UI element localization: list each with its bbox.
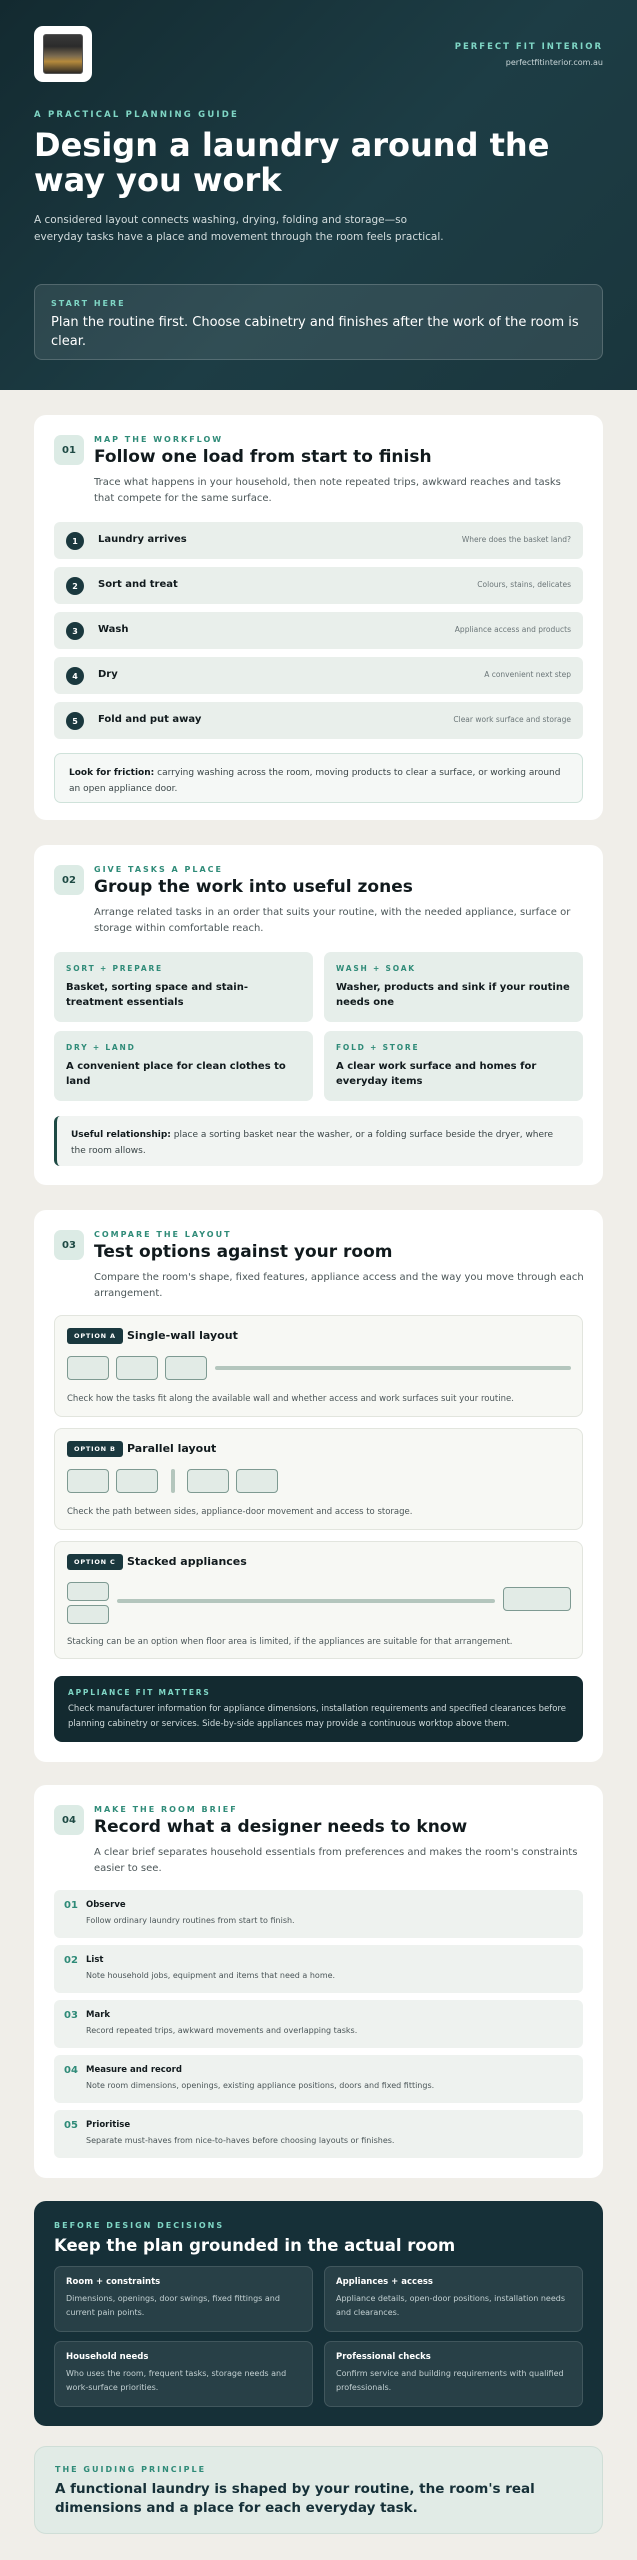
workflow-step [54, 702, 583, 739]
note-label: Look for friction: [69, 768, 155, 778]
zone-text: Washer, products and sink if your routine needs one [336, 982, 570, 1008]
section-description: Arrange related tasks in an order that suits your routine, with the needed appliance, surface or storage within comfortable reach. [94, 907, 571, 934]
checklist-text: Dimensions, openings, door swings, fixed fittings and current pain points. [66, 2294, 280, 2317]
checklist-box [324, 2266, 583, 2332]
section-kicker: GIVE TASKS A PLACE [94, 865, 223, 874]
principle-kicker: THE GUIDING PRINCIPLE [55, 2465, 207, 2474]
appliance-fit-callout [54, 1676, 583, 1742]
section-number: 04 [54, 1805, 84, 1835]
step-title: Wash [98, 624, 129, 635]
option-badge: OPTION B [67, 1441, 123, 1457]
brand-url[interactable]: perfectfitinterior.com.au [505, 58, 603, 67]
zone-card [54, 952, 313, 1022]
option-badge: OPTION C [67, 1554, 123, 1570]
workflow-step [54, 522, 583, 559]
step-hint: Clear work surface and storage [453, 715, 571, 724]
appliance-block-icon [503, 1587, 571, 1611]
step-number: 2 [66, 577, 84, 595]
appliance-block-icon [187, 1469, 229, 1493]
checklist-text: Appliance details, open-door positions, installation needs and clearances. [336, 2294, 566, 2317]
hero-description: A considered layout connects washing, drying, folding and storage—so everyday tasks have a place and movement through the room feels practical. [34, 214, 444, 243]
checklist-title: Appliances + access [336, 2277, 433, 2287]
zone-text: Basket, sorting space and stain-treatment essentials [66, 982, 249, 1008]
note-text: carrying washing across the room, moving products to clear a surface, or working around an open appliance door. [69, 768, 561, 794]
layout-option-single-wall [54, 1315, 583, 1417]
brand-block [455, 42, 603, 67]
zone-text: A convenient place for clean clothes to land [66, 1061, 286, 1087]
brief-number: 01 [64, 1900, 78, 1911]
section-title: Record what a designer needs to know [94, 1817, 468, 1837]
section-title: Test options against your room [94, 1242, 393, 1262]
brief-title: Prioritise [86, 2120, 131, 2130]
section-brief [34, 1785, 603, 2178]
zone-label: SORT + PREPARE [66, 964, 163, 973]
guiding-principle [34, 2446, 603, 2534]
brief-number: 04 [64, 2065, 78, 2076]
before-design-panel [34, 2201, 603, 2426]
checklist-title: Professional checks [336, 2352, 431, 2362]
section-number: 02 [54, 865, 84, 895]
brief-item [54, 1890, 583, 1938]
laundry-photo-icon [43, 34, 83, 74]
section-number: 03 [54, 1230, 84, 1260]
zone-card [324, 952, 583, 1022]
panel-title: Keep the plan grounded in the actual room [54, 2236, 456, 2255]
section-kicker: MAP THE WORKFLOW [94, 435, 224, 444]
zone-text: A clear work surface and homes for everyday items [336, 1061, 537, 1087]
option-description: Check the path between sides, appliance-door movement and access to storage. [67, 1507, 413, 1517]
brief-text: Follow ordinary laundry routines from start to finish. [86, 1916, 295, 1925]
brief-item [54, 2055, 583, 2103]
option-description: Stacking can be an option when floor area is limited, if the appliances are suitable for that arrangement. [67, 1637, 513, 1647]
brief-number: 02 [64, 1955, 78, 1966]
brief-number: 03 [64, 2010, 78, 2021]
checklist-title: Room + constraints [66, 2277, 161, 2287]
friction-note [54, 753, 583, 803]
panel-kicker: BEFORE DESIGN DECISIONS [54, 2221, 225, 2230]
step-hint: Where does the basket land? [461, 535, 571, 544]
section-workflow [34, 415, 603, 820]
stacked-appliance-icon [67, 1582, 109, 1601]
step-number: 1 [66, 532, 84, 550]
appliance-block-icon [116, 1469, 158, 1493]
step-hint: A convenient next step [484, 670, 571, 679]
section-title: Group the work into useful zones [94, 877, 413, 897]
checklist-text: Confirm service and building requirements with qualified professionals. [336, 2369, 564, 2392]
option-badge: OPTION A [67, 1328, 123, 1344]
worktop-line-icon [117, 1599, 495, 1603]
option-title: Single-wall layout [127, 1329, 238, 1342]
relationship-note [54, 1116, 583, 1166]
principle-text: A functional laundry is shaped by your routine, the room's real dimensions and a place for each everyday task. [55, 2481, 535, 2516]
layout-option-parallel [54, 1428, 583, 1530]
checklist-title: Household needs [66, 2352, 149, 2362]
brief-number: 05 [64, 2120, 78, 2131]
appliance-block-icon [67, 1469, 109, 1493]
zone-card [324, 1031, 583, 1101]
option-description: Check how the tasks fit along the available wall and whether access and work surfaces suit your routine. [67, 1394, 514, 1404]
checklist-box [324, 2341, 583, 2407]
hero-kicker: A PRACTICAL PLANNING GUIDE [34, 110, 240, 120]
stacked-appliance-icon [67, 1605, 109, 1624]
section-description: A clear brief separates household essentials from preferences and makes the room's constraints easier to see. [94, 1847, 578, 1874]
workflow-step [54, 612, 583, 649]
start-label: START HERE [51, 299, 126, 308]
brief-text: Separate must-haves from nice-to-haves before choosing layouts or finishes. [86, 2136, 395, 2145]
zone-label: FOLD + STORE [336, 1043, 420, 1052]
layout-option-stacked [54, 1541, 583, 1659]
brief-text: Note household jobs, equipment and items that need a home. [86, 1971, 336, 1980]
brief-title: List [86, 1955, 104, 1965]
zone-label: WASH + SOAK [336, 964, 416, 973]
brand-logo[interactable] [34, 26, 92, 82]
note-label: Useful relationship: [71, 1130, 171, 1140]
worktop-line-icon [215, 1366, 571, 1370]
option-title: Parallel layout [127, 1442, 217, 1455]
brief-text: Note room dimensions, openings, existing appliance positions, doors and fixed fittings. [86, 2081, 435, 2090]
zone-card [54, 1031, 313, 1101]
workflow-step [54, 657, 583, 694]
section-kicker: MAKE THE ROOM BRIEF [94, 1805, 238, 1814]
start-text: Plan the routine first. Choose cabinetry and finishes after the work of the room is clear. [51, 315, 579, 349]
appliance-block-icon [165, 1356, 207, 1380]
step-number: 5 [66, 712, 84, 730]
step-title: Sort and treat [98, 579, 178, 590]
step-hint: Colours, stains, delicates [477, 580, 571, 589]
section-zones [34, 845, 603, 1185]
section-layouts [34, 1210, 603, 1762]
step-number: 3 [66, 622, 84, 640]
hero-banner [0, 0, 637, 390]
step-title: Laundry arrives [98, 534, 187, 545]
option-title: Stacked appliances [127, 1555, 247, 1568]
walkway-divider-icon [171, 1469, 175, 1493]
section-kicker: COMPARE THE LAYOUT [94, 1230, 232, 1239]
checklist-box [54, 2341, 313, 2407]
brief-text: Record repeated trips, awkward movements and overlapping tasks. [86, 2026, 358, 2035]
section-title: Follow one load from start to finish [94, 447, 432, 467]
start-here-callout [34, 284, 603, 360]
note-text: place a sorting basket near the washer, or a folding surface beside the dryer, where the room allows. [71, 1130, 554, 1156]
section-description: Trace what happens in your household, then note repeated trips, awkward reaches and tasks that compete for the same surface. [94, 477, 561, 504]
page-title: Design a laundry around the way you work [34, 126, 550, 200]
step-hint: Appliance access and products [454, 625, 571, 634]
brief-title: Mark [86, 2010, 111, 2020]
checklist-box [54, 2266, 313, 2332]
brief-item [54, 1945, 583, 1993]
brief-item [54, 2110, 583, 2158]
brand-name: PERFECT FIT INTERIOR [454, 42, 603, 52]
workflow-step [54, 567, 583, 604]
fit-text: Check manufacturer information for appliance dimensions, installation requirements and specified clearances before planning cabinetry or services. Side-by-side appliances may provide a continuous worktop above them. [68, 1704, 567, 1729]
fit-label: APPLIANCE FIT MATTERS [68, 1688, 211, 1697]
step-number: 4 [66, 667, 84, 685]
zone-label: DRY + LAND [66, 1043, 136, 1052]
step-title: Fold and put away [98, 714, 202, 725]
appliance-block-icon [116, 1356, 158, 1380]
appliance-block-icon [67, 1356, 109, 1380]
appliance-block-icon [236, 1469, 278, 1493]
brief-title: Observe [86, 1900, 126, 1910]
step-title: Dry [98, 669, 118, 680]
section-description: Compare the room's shape, fixed features, appliance access and the way you move through each arrangement. [94, 1272, 584, 1299]
brief-item [54, 2000, 583, 2048]
checklist-text: Who uses the room, frequent tasks, storage needs and work-surface priorities. [66, 2369, 287, 2392]
brief-title: Measure and record [86, 2065, 182, 2075]
section-number: 01 [54, 435, 84, 465]
